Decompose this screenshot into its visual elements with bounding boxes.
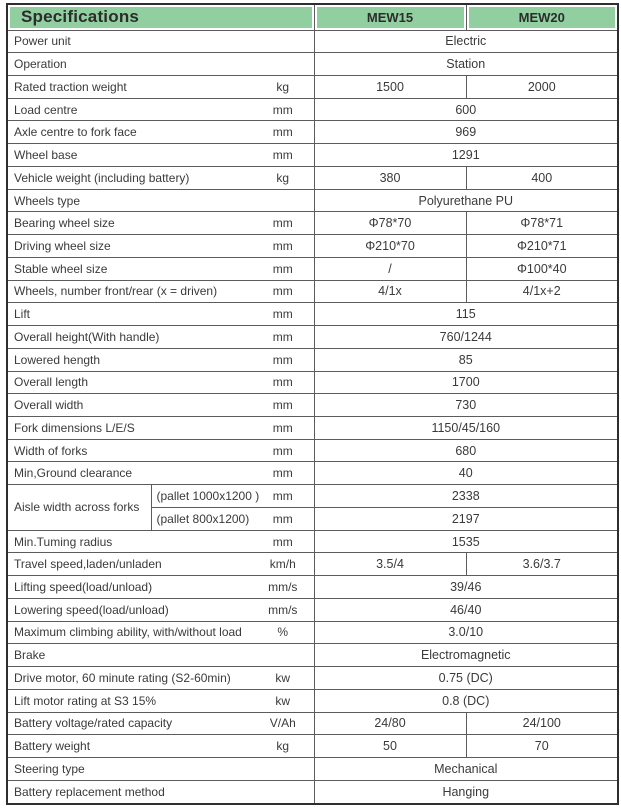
column-header-mew15: MEW15 [314,4,466,30]
spec-value-mew20: 400 [466,166,618,189]
spec-unit: kg [252,75,314,98]
table-row [7,598,618,621]
spec-value-both: 0.75 (DC) [314,667,618,690]
table-row [7,75,618,98]
spec-unit: mm [252,530,314,553]
spec-value-mew15: / [314,257,466,280]
spec-unit [252,644,314,667]
spec-name: Battery weight [7,735,252,758]
spec-value-both: Polyurethane PU [314,189,618,212]
table-row [7,530,618,553]
spec-unit: mm [252,371,314,394]
table-row [7,462,618,485]
spec-unit: mm [252,98,314,121]
table-row [7,553,618,576]
spec-value-both: 2197 [314,507,618,530]
spec-value-both: 3.0/10 [314,621,618,644]
spec-name: Brake [7,644,252,667]
spec-name: Bearing wheel size [7,212,252,235]
spec-value-mew15: Φ78*70 [314,212,466,235]
spec-value-mew15: 50 [314,735,466,758]
spec-value-both: 46/40 [314,598,618,621]
table-header-row [7,4,618,30]
spec-name: Power unit [7,30,252,53]
table-row [7,212,618,235]
spec-unit: mm [252,326,314,349]
spec-value-both: 0.8 (DC) [314,689,618,712]
spec-value-both: 760/1244 [314,326,618,349]
spec-unit: mm [252,507,314,530]
spec-value-both: 1291 [314,144,618,167]
table-row [7,644,618,667]
spec-name: Wheel base [7,144,252,167]
spec-unit: mm [252,257,314,280]
spec-unit: % [252,621,314,644]
table-title: Specifications [7,4,314,30]
spec-name: Min.Tuming radius [7,530,252,553]
table-row [7,257,618,280]
table-row [7,303,618,326]
table-row [7,371,618,394]
column-header-mew20: MEW20 [466,4,618,30]
table-row [7,326,618,349]
spec-value-both: Station [314,53,618,76]
spec-value-mew20: Φ210*71 [466,235,618,258]
spec-unit: mm [252,439,314,462]
spec-name: Lifting speed(load/unload) [7,576,252,599]
spec-unit: kw [252,667,314,690]
spec-value-mew15: 4/1x [314,280,466,303]
table-row [7,121,618,144]
spec-name: Lowering speed(load/unload) [7,598,252,621]
spec-unit [252,780,314,804]
spec-table-body [7,30,618,804]
spec-unit [252,30,314,53]
spec-name: Lift [7,303,252,326]
spec-unit [252,189,314,212]
spec-value-mew15: 24/80 [314,712,466,735]
spec-value-mew20: 70 [466,735,618,758]
table-row [7,98,618,121]
spec-unit: mm [252,303,314,326]
table-row [7,758,618,781]
spec-value-mew15: 1500 [314,75,466,98]
spec-name: Min,Ground clearance [7,462,252,485]
spec-value-mew20: 2000 [466,75,618,98]
spec-name: Wheels type [7,189,252,212]
spec-value-mew15: 380 [314,166,466,189]
spec-subname: (pallet 800x1200) [151,507,252,530]
spec-name: Steering type [7,758,252,781]
spec-name: Fork dimensions L/E/S [7,416,252,439]
spec-value-both: 39/46 [314,576,618,599]
spec-value-both: 85 [314,348,618,371]
spec-unit: mm [252,485,314,508]
spec-name: Battery voltage/rated capacity [7,712,252,735]
spec-value-both: Mechanical [314,758,618,781]
table-row [7,144,618,167]
spec-name: Load centre [7,98,252,121]
table-row [7,416,618,439]
spec-name: Travel speed,laden/unladen [7,553,252,576]
spec-value-mew20: Φ78*71 [466,212,618,235]
table-row [7,712,618,735]
spec-value-both: Hanging [314,780,618,804]
spec-unit: mm [252,235,314,258]
spec-unit: mm [252,348,314,371]
spec-name: Vehicle weight (including battery) [7,166,252,189]
spec-unit: mm [252,212,314,235]
table-row [7,166,618,189]
table-row [7,280,618,303]
table-row [7,735,618,758]
spec-name: Battery replacement method [7,780,252,804]
spec-value-both: 40 [314,462,618,485]
spec-value-mew15: 3.5/4 [314,553,466,576]
spec-unit: mm/s [252,576,314,599]
spec-name: Overall length [7,371,252,394]
spec-value-mew20: 4/1x+2 [466,280,618,303]
table-row [7,485,618,508]
spec-name: Operation [7,53,252,76]
table-row [7,235,618,258]
spec-unit: mm [252,462,314,485]
spec-name: Width of forks [7,439,252,462]
table-row [7,621,618,644]
specifications-table [6,3,619,805]
spec-name: Overall height(With handle) [7,326,252,349]
spec-name: Aisle width across forks [7,485,151,530]
spec-unit: kg [252,735,314,758]
table-row [7,189,618,212]
spec-name: Drive motor, 60 minute rating (S2-60min) [7,667,252,690]
spec-value-both: 1535 [314,530,618,553]
spec-name: Maximum climbing ability, with/without load [7,621,252,644]
spec-value-both: 730 [314,394,618,417]
spec-unit: mm [252,121,314,144]
spec-unit: mm/s [252,598,314,621]
spec-name: Wheels, number front/rear (x = driven) [7,280,252,303]
table-row [7,576,618,599]
spec-name: Rated traction weight [7,75,252,98]
table-row [7,30,618,53]
spec-unit: kw [252,689,314,712]
table-row [7,689,618,712]
spec-unit: V/Ah [252,712,314,735]
spec-unit [252,53,314,76]
spec-unit: mm [252,280,314,303]
table-row [7,667,618,690]
spec-value-both: 969 [314,121,618,144]
spec-value-both: Electromagnetic [314,644,618,667]
table-row [7,348,618,371]
spec-value-mew15: Φ210*70 [314,235,466,258]
table-row [7,394,618,417]
spec-unit: kg [252,166,314,189]
table-row [7,439,618,462]
table-row [7,780,618,804]
spec-unit [252,758,314,781]
spec-value-both: 2338 [314,485,618,508]
spec-value-both: 115 [314,303,618,326]
spec-subname: (pallet 1000x1200 ) [151,485,252,508]
spec-name: Overall width [7,394,252,417]
spec-unit: mm [252,394,314,417]
spec-name: Driving wheel size [7,235,252,258]
spec-value-both: 600 [314,98,618,121]
spec-value-both: 1150/45/160 [314,416,618,439]
spec-unit: mm [252,144,314,167]
spec-name: Stable wheel size [7,257,252,280]
spec-value-both: 680 [314,439,618,462]
spec-value-mew20: Φ100*40 [466,257,618,280]
spec-unit: km/h [252,553,314,576]
spec-value-both: Electric [314,30,618,53]
spec-unit: mm [252,416,314,439]
spec-name: Lift motor rating at S3 15% [7,689,252,712]
spec-name: Lowered hength [7,348,252,371]
spec-value-mew20: 3.6/3.7 [466,553,618,576]
spec-value-mew20: 24/100 [466,712,618,735]
spec-value-both: 1700 [314,371,618,394]
table-row [7,53,618,76]
spec-name: Axle centre to fork face [7,121,252,144]
